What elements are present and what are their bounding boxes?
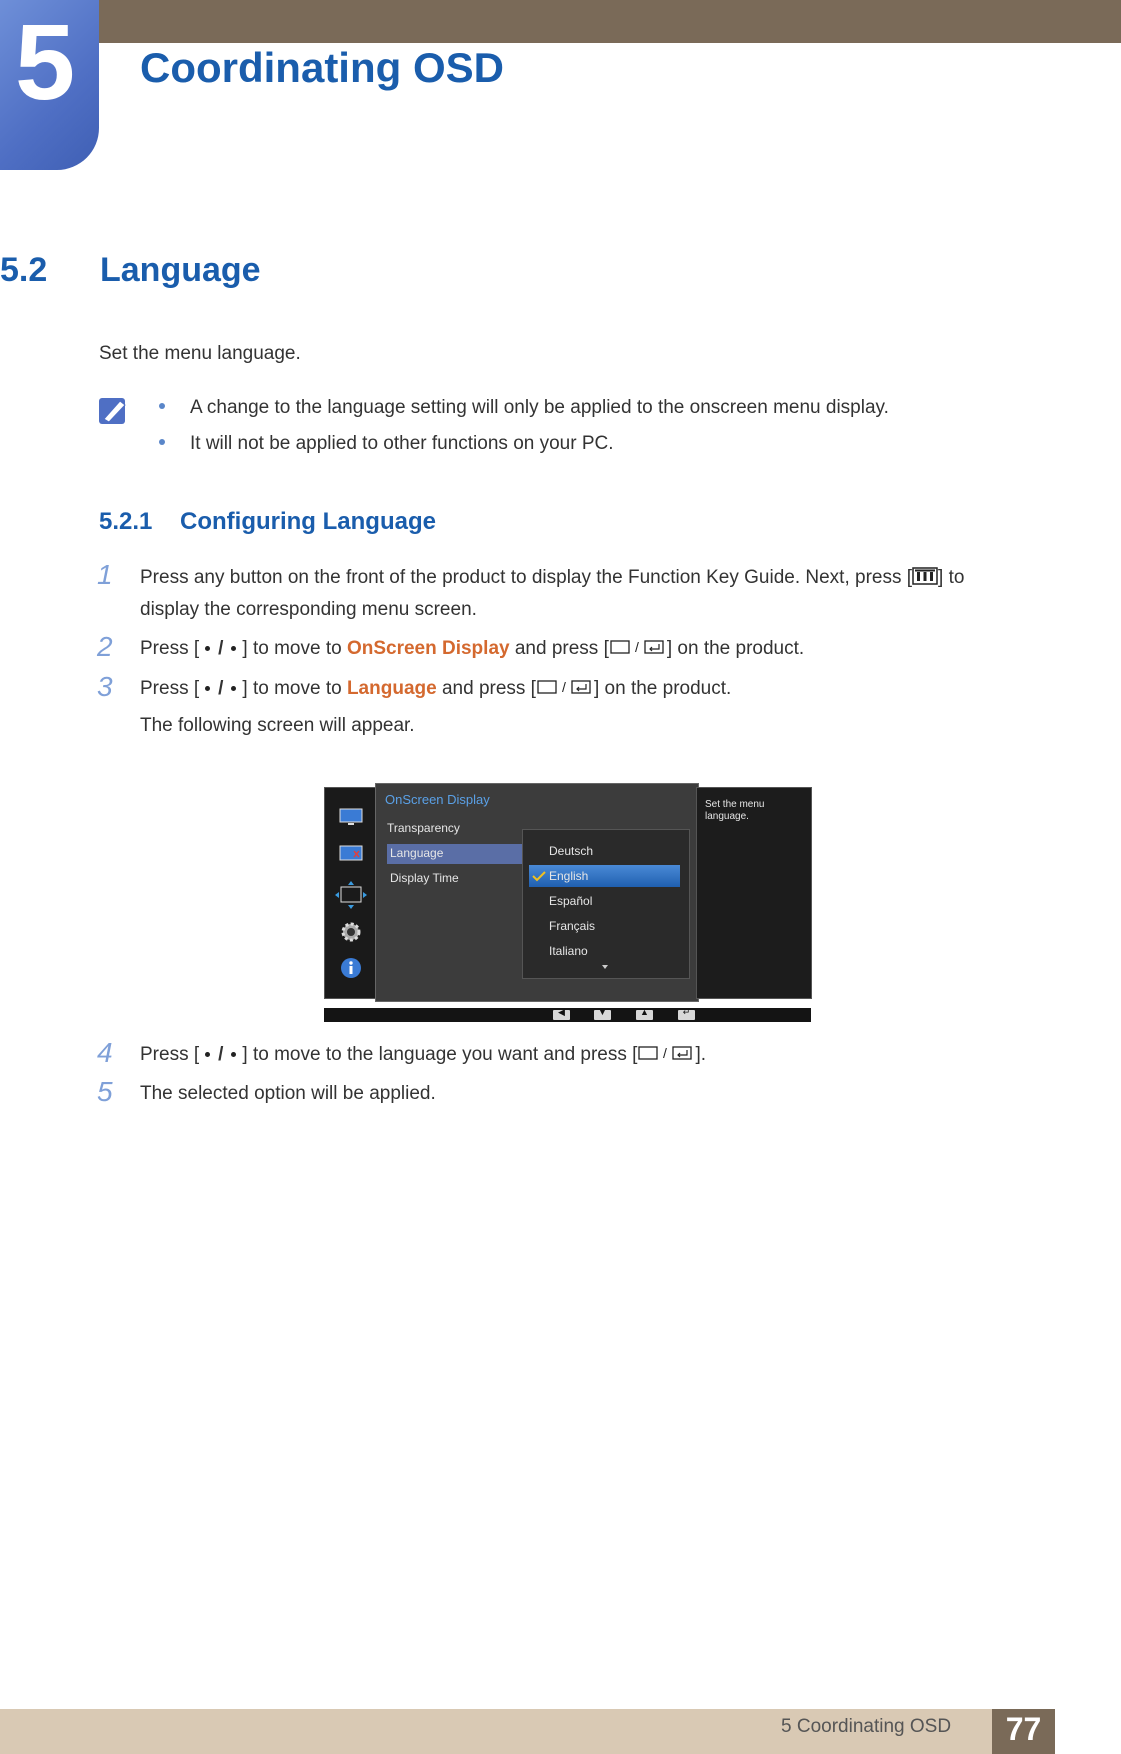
- step-number: 5: [97, 1076, 113, 1107]
- step-text: The following screen will appear.: [140, 715, 415, 736]
- osd-main-panel: [375, 783, 699, 1002]
- check-icon: [532, 870, 546, 882]
- chapter-tab: [0, 0, 99, 170]
- step-text: Press [ / ] to move to Language and press [ / ] on the product.: [140, 678, 732, 699]
- down-icon[interactable]: ▼: [594, 1010, 611, 1020]
- note-bullet: [159, 433, 614, 455]
- svg-text:/: /: [663, 1044, 668, 1061]
- osd-button-bar: [324, 1008, 811, 1022]
- step-text: The selected option will be applied.: [140, 1083, 436, 1104]
- chapter-title: Coordinating OSD: [140, 44, 504, 91]
- note-text: It will not be applied to other functions on your PC.: [190, 433, 614, 454]
- source-enter-key-icon: [536, 678, 594, 696]
- info-icon: [339, 956, 363, 980]
- note-bullet: [159, 397, 889, 419]
- highlight-language: Language: [346, 678, 437, 699]
- section-number: 5.2: [0, 251, 48, 289]
- osd-title: OnScreen Display: [385, 792, 490, 807]
- osd-menu-item[interactable]: Language: [390, 846, 444, 860]
- osd-help-panel: [696, 787, 812, 999]
- osd-icon-sidebar: [324, 787, 378, 999]
- svg-text:/: /: [634, 638, 639, 655]
- chapter-number: 5: [14, 1, 76, 122]
- source-enter-key-icon: [637, 1044, 695, 1062]
- osd-language-option[interactable]: Français: [549, 919, 596, 933]
- footer-chapter: 5 Coordinating OSD: [781, 1716, 952, 1737]
- step-text: Press [ / ] to move to OnScreen Display and press [ / ] on the product.: [140, 638, 805, 659]
- header-bar: [0, 0, 1121, 43]
- subsection-number: 5.2.1: [99, 508, 153, 535]
- osd-language-option[interactable]: Deutsch: [549, 844, 594, 858]
- step-text: Press [ / ] to move to the language you want and press [ / ].: [140, 1044, 706, 1065]
- note-text: A change to the language setting will only be applied to the onscreen menu display.: [190, 397, 889, 418]
- gear-icon: [339, 920, 363, 944]
- osd-language-option[interactable]: Italiano: [549, 944, 588, 958]
- svg-text:/: /: [561, 678, 566, 695]
- intro-text: Set the menu language.: [99, 343, 301, 364]
- page-number: 77: [1005, 1711, 1042, 1747]
- step-number: 2: [97, 631, 113, 662]
- source-enter-key-icon: [609, 638, 667, 656]
- picture-icon: [339, 808, 363, 826]
- step-number: 4: [97, 1037, 113, 1068]
- osd-position-icon: [334, 880, 368, 910]
- up-icon[interactable]: ▲: [636, 1010, 653, 1020]
- step-text: display the corresponding menu screen.: [140, 599, 477, 620]
- menu-key-icon: [912, 567, 938, 585]
- osd-menu-item[interactable]: Transparency: [387, 821, 460, 835]
- subsection-title: Configuring Language: [180, 508, 436, 535]
- osd-menu-item[interactable]: Display Time: [390, 871, 459, 885]
- scroll-down-icon[interactable]: [601, 964, 609, 970]
- screen-icon: [339, 845, 363, 861]
- note-icon: [98, 395, 130, 427]
- osd-help-text: Set the menu language.: [705, 799, 765, 822]
- left-icon[interactable]: ◀: [553, 1010, 570, 1020]
- section-title: Language: [100, 251, 261, 289]
- step-text: Press any button on the front of the product to display the Function Key Guide. Next, press [ ] to: [140, 567, 965, 588]
- osd-language-option[interactable]: English: [549, 869, 589, 883]
- step-number: 3: [97, 671, 113, 702]
- highlight-onscreen-display: OnScreen Display: [346, 638, 510, 659]
- osd-screenshot: [324, 783, 811, 1022]
- enter-icon[interactable]: ↵: [678, 1010, 695, 1020]
- osd-language-list: [522, 829, 690, 979]
- osd-language-option[interactable]: Español: [549, 894, 593, 908]
- step-number: 1: [97, 559, 113, 590]
